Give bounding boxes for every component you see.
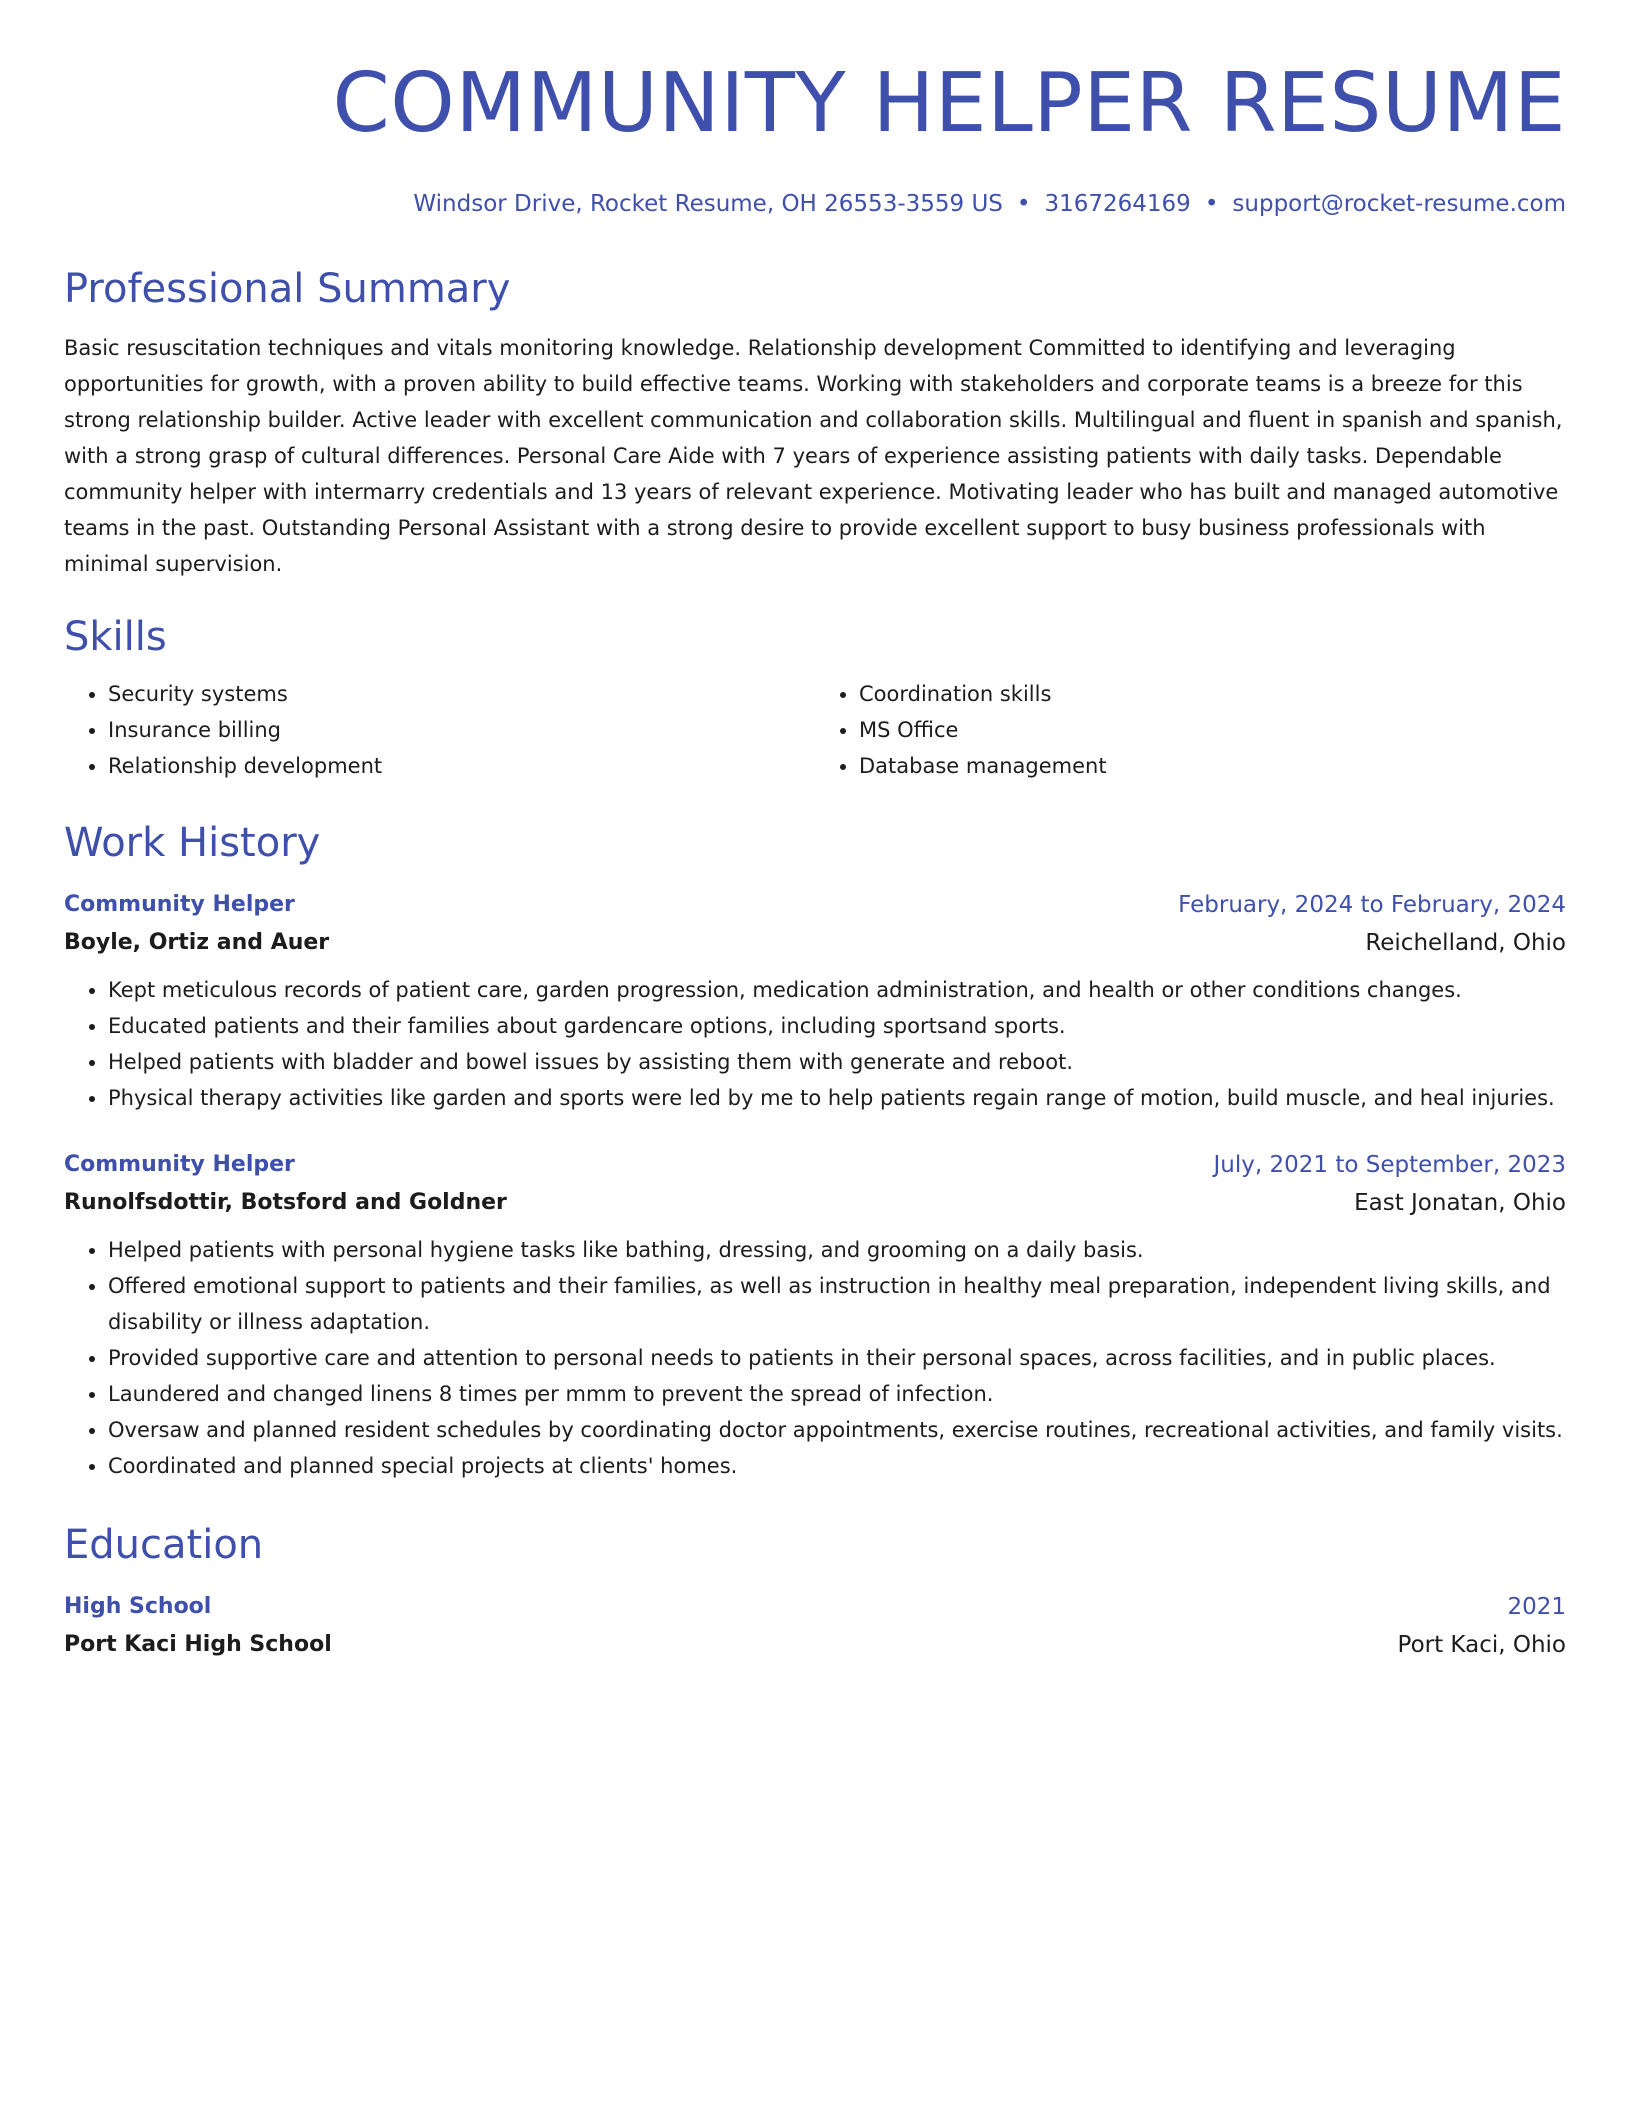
skills-column-right xyxy=(815,676,1566,784)
job-location: East Jonatan, Ohio xyxy=(1354,1190,1566,1216)
job-subheader xyxy=(64,1188,1566,1218)
skill-item: • Security systems xyxy=(108,676,815,712)
work-history-heading: Work History xyxy=(64,820,321,866)
job-bullet: • Offered emotional support to patients and their families, as well as instruction in healthy meal preparation, independent living skills, and disability or illness adaptation. xyxy=(108,1268,1566,1340)
education-location: Port Kaci, Ohio xyxy=(1397,1632,1566,1658)
job-bullet: • Oversaw and planned resident schedules by coordinating doctor appointments, exercise routines, recreational activities, and family visits. xyxy=(108,1412,1566,1448)
contact-line xyxy=(64,190,1566,218)
job-bullets xyxy=(64,972,1566,1116)
job-company: Runolfsdottir, Botsford and Goldner xyxy=(64,1190,507,1215)
education-heading: Education xyxy=(64,1522,264,1568)
job-company: Boyle, Ortiz and Auer xyxy=(64,930,330,955)
job-entry xyxy=(64,890,1566,1116)
skills-heading: Skills xyxy=(64,614,167,660)
job-bullet: • Educated patients and their families about gardencare options, including sportsand sports. xyxy=(108,1008,1566,1044)
job-bullet: • Coordinated and planned special projects at clients' homes. xyxy=(108,1448,1566,1484)
skill-item: • Insurance billing xyxy=(108,712,815,748)
job-header xyxy=(64,1150,1566,1180)
education-entry xyxy=(64,1592,1566,1660)
summary-text: Basic resuscitation techniques and vitals monitoring knowledge. Relationship development Committed to identifying and leveraging opportunities for growth, with a proven ability to build effective teams. Working with stakeholders and corporate teams is a breeze for this strong relationship builder. Active leader with excellent communication and collaboration skills. Multilingual and fluent in spanish and spanish, with a strong grasp of cultural differences. Personal Care Aide with 7 years of experience assisting patients with daily tasks. Dependable community helper with intermarry credentials and 13 years of relevant experience. Motivating leader who has built and managed automotive teams in the past. Outstanding Personal Assistant with a strong desire to provide excellent support to busy business professionals with minimal supervision. xyxy=(64,336,1563,576)
contact-separator: • xyxy=(1204,191,1219,217)
resume-name: COMMUNITY HELPER RESUME xyxy=(332,56,1566,151)
skills-column-left xyxy=(64,676,815,784)
resume-page xyxy=(64,52,1566,1660)
job-bullet: • Physical therapy activities like garden and sports were led by me to help patients regain range of motion, build muscle, and heal injuries. xyxy=(108,1080,1566,1116)
skills-list xyxy=(64,676,1566,784)
job-bullets xyxy=(64,1232,1566,1484)
education-year: 2021 xyxy=(1507,1594,1566,1620)
education-subheader xyxy=(64,1630,1566,1660)
contact-address: Windsor Drive, Rocket Resume, OH 26553-3559 US xyxy=(413,191,1003,217)
job-bullet: • Provided supportive care and attention to personal needs to patients in their personal spaces, across facilities, and in public places. xyxy=(108,1340,1566,1376)
education-degree: High School xyxy=(64,1594,212,1619)
job-header xyxy=(64,890,1566,920)
contact-phone: 3167264169 xyxy=(1044,191,1191,217)
job-bullet: • Helped patients with bladder and bowel issues by assisting them with generate and reboot. xyxy=(108,1044,1566,1080)
job-dates: July, 2021 to September, 2023 xyxy=(1213,1152,1566,1178)
skill-item: • Coordination skills xyxy=(859,676,1566,712)
summary-heading: Professional Summary xyxy=(64,266,511,312)
skill-item: • Database management xyxy=(859,748,1566,784)
skill-item: • Relationship development xyxy=(108,748,815,784)
education-school: Port Kaci High School xyxy=(64,1632,332,1657)
job-bullet: • Laundered and changed linens 8 times per mmm to prevent the spread of infection. xyxy=(108,1376,1566,1412)
contact-separator: • xyxy=(1016,191,1031,217)
education-header xyxy=(64,1592,1566,1622)
skill-item: • MS Office xyxy=(859,712,1566,748)
job-location: Reichelland, Ohio xyxy=(1365,930,1566,956)
job-bullet: • Helped patients with personal hygiene tasks like bathing, dressing, and grooming on a daily basis. xyxy=(108,1232,1566,1268)
job-entry xyxy=(64,1150,1566,1484)
job-dates: February, 2024 to February, 2024 xyxy=(1178,892,1566,918)
job-title: Community Helper xyxy=(64,1152,295,1177)
job-title: Community Helper xyxy=(64,892,295,917)
contact-email: support@rocket-resume.com xyxy=(1232,191,1566,217)
job-bullet: • Kept meticulous records of patient care, garden progression, medication administration, and health or other conditions changes. xyxy=(108,972,1566,1008)
job-subheader xyxy=(64,928,1566,958)
